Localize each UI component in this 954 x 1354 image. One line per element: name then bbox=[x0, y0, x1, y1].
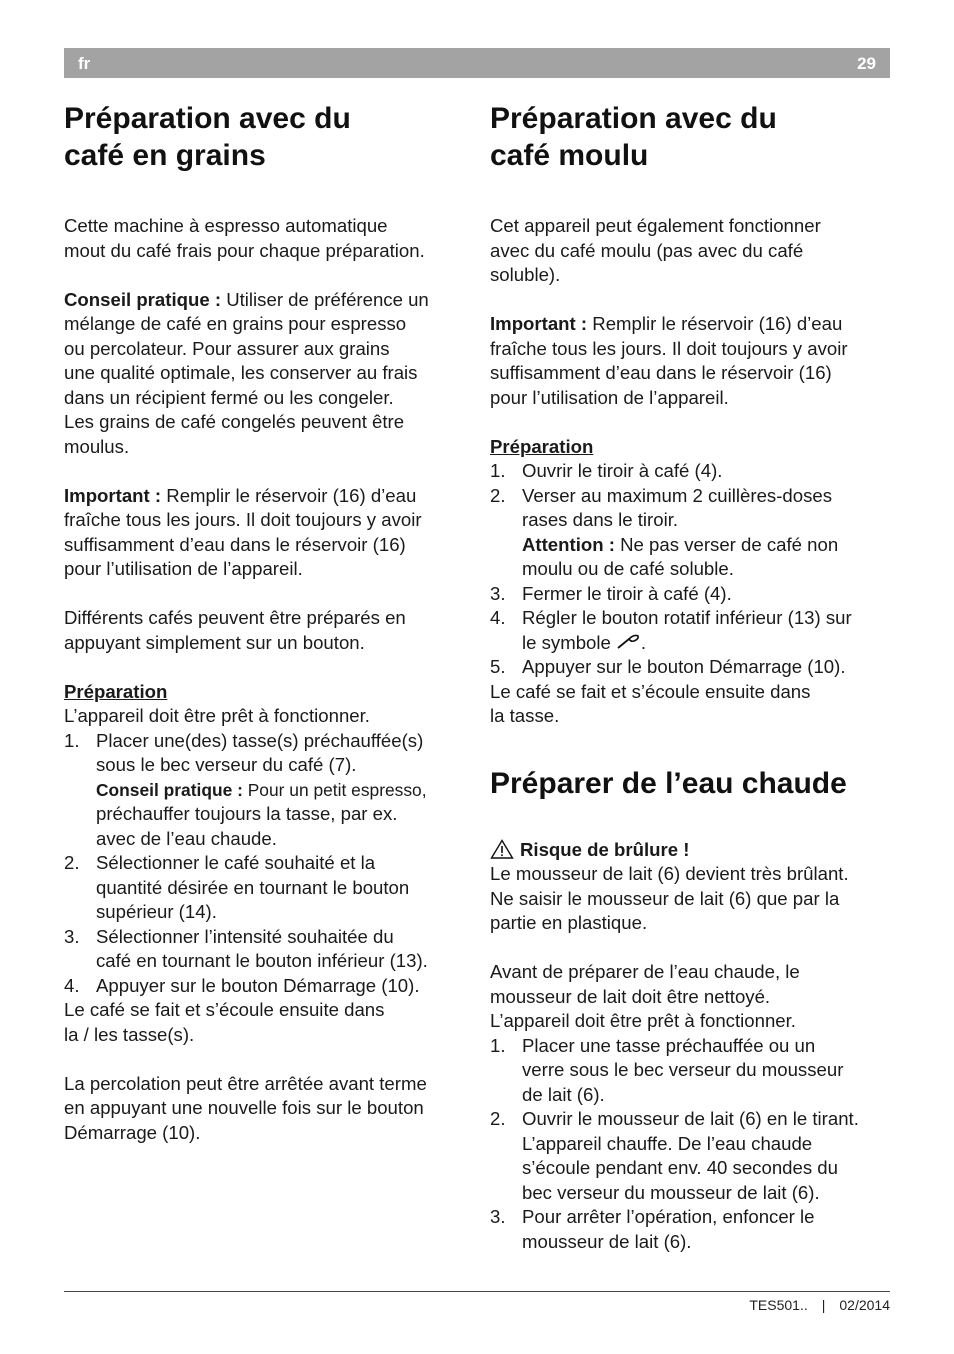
ground-coffee-spoon-icon bbox=[615, 633, 641, 651]
list-item: 2. Ouvrir le mousseur de lait (6) en le tirant. L’appareil chauffe. De l’eau chaude s’écoule pendant env. 40 secondes du bec verseur du mousseur de lait (6). bbox=[490, 1108, 859, 1203]
preparation-steps bbox=[64, 729, 468, 999]
section-title-ground: Préparation avec du café moulu bbox=[490, 102, 777, 172]
list-item: 4. Régler le bouton rotatif inférieur (13) sur le symbole . bbox=[490, 607, 852, 653]
right-column bbox=[490, 100, 894, 1254]
list-item: 5. Appuyer sur le bouton Démarrage (10). bbox=[490, 656, 846, 677]
intro-paragraph: Cette machine à espresso automatique mout du café frais pour chaque préparation. bbox=[64, 215, 425, 261]
tip-paragraph: Conseil pratique : Utiliser de préférence un mélange de café en grains pour espresso ou percolateur. Pour assurer aux grains une qualité optimale, les conserver au frais dans un récipient fermé ou les congeler. Les grains de café congelés peuvent être moulus. bbox=[64, 288, 429, 457]
left-column bbox=[64, 100, 468, 1145]
result-paragraph: Le café se fait et s’écoule ensuite dans la tasse. bbox=[490, 680, 811, 726]
list-item: 1. Ouvrir le tiroir à café (4). bbox=[490, 460, 723, 481]
list-item: 1. Placer une(des) tasse(s) préchauffée(s) sous le bec verseur du café (7). Conseil pratique : Pour un petit espresso, préchauffer toujours la tasse, par ex. avec de l’eau chaude. bbox=[64, 729, 427, 849]
important-paragraph: Important : Remplir le réservoir (16) d’eau fraîche tous les jours. Il doit toujours y avoir suffisamment d’eau dans le réservoir (16) pour l’utilisation de l’appareil. bbox=[490, 313, 848, 408]
risk-label: Risque de brûlure ! bbox=[520, 838, 690, 860]
header-bar bbox=[64, 48, 890, 78]
important-label: Important : bbox=[490, 313, 588, 334]
list-item: 1. Placer une tasse préchauffée ou un verre sous le bec verseur du mousseur de lait (6). bbox=[490, 1034, 844, 1105]
model-number: TES501.. bbox=[749, 1297, 808, 1313]
list-item: 3. Pour arrêter l’opération, enfoncer le mousseur de lait (6). bbox=[490, 1206, 815, 1252]
important-paragraph: Important : Remplir le réservoir (16) d’eau fraîche tous les jours. Il doit toujours y avoir suffisamment d’eau dans le réservoir (16) pour l’utilisation de l’appareil. bbox=[64, 484, 422, 579]
important-label: Important : bbox=[64, 484, 162, 506]
list-item: 2. Sélectionner le café souhaité et la quantité désirée en tournant le bouton supérieur (14). bbox=[64, 852, 410, 922]
ready-note: L’appareil doit être prêt à fonctionner. bbox=[64, 705, 370, 726]
different-coffees-paragraph: Différents cafés peuvent être préparés en appuyant simplement sur un bouton. bbox=[64, 607, 406, 653]
list-item: 4. Appuyer sur le bouton Démarrage (10). bbox=[64, 974, 420, 996]
footer-separator: | bbox=[821, 1297, 826, 1313]
attention-label: Attention : bbox=[522, 533, 615, 555]
publication-date: 02/2014 bbox=[839, 1297, 890, 1313]
hot-water-steps bbox=[490, 1034, 894, 1255]
section-title-grains: Préparation avec du café en grains bbox=[64, 102, 351, 172]
preparation-heading: Préparation bbox=[490, 435, 594, 457]
footer bbox=[749, 1297, 890, 1313]
footer-divider bbox=[64, 1291, 890, 1292]
section-title-hot-water: Préparer de l’eau chaude bbox=[490, 766, 847, 800]
page-number: 29 bbox=[857, 54, 876, 73]
language-code: fr bbox=[78, 54, 91, 73]
burn-risk-paragraph: Risque de brûlure ! Le mousseur de lait (6) devient très brûlant. Ne saisir le mousseur de lait (6) que par la partie en plastique. bbox=[490, 838, 849, 933]
preparation-heading: Préparation bbox=[64, 680, 168, 702]
stop-paragraph: La percolation peut être arrêtée avant terme en appuyant une nouvelle fois sur le bouton Démarrage (10). bbox=[64, 1072, 427, 1143]
list-item: 3. Fermer le tiroir à café (4). bbox=[490, 582, 732, 604]
list-item: 2. Verser au maximum 2 cuillères-doses rases dans le tiroir. Attention : Ne pas verser de café non moulu ou de café soluble. bbox=[490, 484, 839, 579]
list-item: 3. Sélectionner l’intensité souhaitée du café en tournant le bouton inférieur (13). bbox=[64, 925, 428, 971]
intro-paragraph: Cet appareil peut également fonctionner avec du café moulu (pas avec du café soluble). bbox=[490, 215, 821, 285]
tip-label: Conseil pratique : bbox=[96, 779, 243, 800]
preparation-steps bbox=[490, 459, 894, 680]
tip-label: Conseil pratique : bbox=[64, 288, 222, 310]
before-paragraph: Avant de préparer de l’eau chaude, le mousseur de lait doit être nettoyé. L’appareil doit être prêt à fonctionner. bbox=[490, 961, 800, 1031]
result-paragraph: Le café se fait et s’écoule ensuite dans la / les tasse(s). bbox=[64, 999, 385, 1045]
warning-triangle-icon bbox=[490, 839, 514, 859]
